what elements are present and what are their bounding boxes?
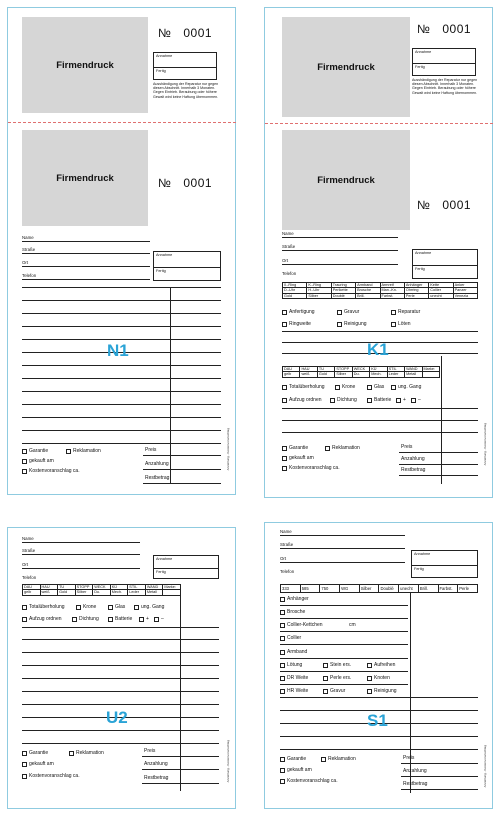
reinigung-checkbox[interactable]: Reinigung	[367, 688, 397, 694]
grid-cell: Panzer	[453, 288, 477, 293]
grid-cell: Marke:	[422, 367, 440, 372]
form-label: S1	[367, 711, 388, 730]
ort-label: Ort	[22, 562, 29, 567]
grid-row	[283, 293, 478, 298]
ringweite-checkbox[interactable]: Ringweite	[282, 321, 311, 327]
annahme-fertig-box: Annahme Fertig	[153, 555, 219, 579]
grid-cell: Armband	[356, 283, 380, 288]
preis-label: Preis	[403, 755, 415, 761]
reklamation-checkbox[interactable]: Reklamation	[66, 448, 101, 454]
annahme-fertig-box: Annahme Fertig	[411, 550, 478, 578]
card-s1	[264, 522, 493, 809]
reparatur-checkbox[interactable]: Reparatur	[391, 309, 420, 315]
anzahlung-label: Anzahlung	[145, 461, 169, 467]
grid-cell: Gold	[317, 372, 334, 377]
grid-cell: unecht	[399, 585, 419, 593]
grid-cell: WECK	[352, 367, 369, 372]
grid-cell: STOPP	[75, 585, 93, 590]
gekauft-checkbox[interactable]: gekauft am	[22, 761, 54, 767]
grid-cell: weiß	[40, 590, 58, 595]
grid-cell: Gold	[283, 293, 307, 298]
metal-grid	[280, 584, 478, 593]
collier-checkbox[interactable]: Collier	[280, 635, 301, 641]
telefon-label: Telefon	[280, 569, 295, 574]
grid-cell: Man.-Kn.	[380, 288, 404, 293]
cm-label: cm	[349, 622, 356, 628]
totalueberholung-checkbox[interactable]: Totalüberholung	[282, 384, 325, 390]
reklamation-checkbox[interactable]: Reklamation	[321, 756, 356, 762]
grid-cell: Leder	[387, 372, 404, 377]
ort-label: Ort	[22, 260, 29, 265]
grid-cell: Perlkette	[331, 288, 355, 293]
perle-ers-checkbox[interactable]: Perle ers.	[323, 675, 351, 681]
garantie-checkbox[interactable]: Garantie	[282, 445, 308, 451]
loetung-checkbox[interactable]: Lötung	[280, 662, 302, 668]
grid-cell: gelb	[283, 372, 300, 377]
grid-cell: K.-Ring	[307, 283, 331, 288]
grid-cell: Brosche	[356, 288, 380, 293]
kostenvoranschlag-checkbox[interactable]: Kostenvoranschlag ca.	[282, 465, 340, 471]
grid-cell: Farbst.	[438, 585, 458, 593]
stein-ers-checkbox[interactable]: Stein ers.	[323, 662, 351, 668]
strasse-label: Straße	[22, 548, 36, 553]
anzahlung-label: Anzahlung	[401, 456, 425, 462]
grid-row	[283, 367, 440, 372]
form-label: N1	[107, 341, 129, 360]
restbetrag-label: Restbetrag	[401, 467, 426, 473]
ort-label: Ort	[282, 258, 289, 263]
receipt-number: № 0001	[158, 26, 213, 40]
grid-cell: 0.-Ring	[283, 283, 307, 288]
grid-cell: Silber	[335, 372, 352, 377]
grid-row	[281, 585, 478, 593]
side-print: Anzahlung - Kostenvoranschlag	[483, 745, 487, 788]
grid-cell: H.-Uhr	[307, 288, 331, 293]
receipt-number: № 0001	[417, 22, 472, 36]
grid-cell: Brill.	[356, 293, 380, 298]
telefon-label: Telefon	[282, 271, 297, 276]
grid-cell: weiß	[300, 372, 317, 377]
grid-cell: D.-Uhr	[283, 288, 307, 293]
watch-grid	[282, 366, 440, 378]
disclaimer-text: Ausshändigung der Reparatur nur gegen diesen Abschnitt. Innerhalb 3 Monaten. Gegen Eintrieb. Beraubung oder höhere Gewalt wird keine Haftung übernommen.	[412, 78, 478, 95]
preis-label: Preis	[145, 447, 157, 453]
grid-cell: Trauring	[331, 283, 355, 288]
grid-cell: unecht	[429, 293, 453, 298]
grid-cell: Anker	[453, 283, 477, 288]
plus-checkbox[interactable]: +	[139, 616, 149, 622]
perforation	[265, 123, 493, 124]
armband-checkbox[interactable]: Armband	[280, 649, 307, 655]
grid-cell: TU	[317, 367, 334, 372]
garantie-checkbox[interactable]: Garantie	[22, 750, 48, 756]
grid-cell: Kette	[429, 283, 453, 288]
kostenvoranschlag-checkbox[interactable]: Kostenvoranschlag ca.	[22, 468, 80, 474]
dr-weite-checkbox[interactable]: DR Weite	[280, 675, 308, 681]
gravur-checkbox[interactable]: Gravur	[337, 309, 359, 315]
anhaenger-checkbox[interactable]: Anhänger	[280, 596, 309, 602]
grid-cell: 333	[281, 585, 301, 593]
reinigung-checkbox[interactable]: Reinigung	[337, 321, 367, 327]
annahme-fertig-box: Annahme Fertig	[153, 52, 217, 80]
grid-cell: Silber	[307, 293, 331, 298]
grid-cell: Mech.	[370, 372, 387, 377]
disclaimer-text: Ausshändigung der Reparatur nur gegen diesen Abschnitt. Innerhalb 3 Monaten. Gegen Eintrieb. Beraubung oder höhere Gewalt wird keine Haftung übernommen.	[153, 82, 219, 99]
grid-cell: DAU	[23, 585, 41, 590]
knoten-checkbox[interactable]: Knoten	[367, 675, 390, 681]
grid-cell: 750	[320, 585, 340, 593]
loeten-checkbox[interactable]: Löten	[391, 321, 411, 327]
grid-cell: KÜ	[370, 367, 387, 372]
grid-cell	[163, 590, 181, 595]
ort-label: Ort	[280, 556, 287, 561]
grid-cell: Venezia	[453, 293, 477, 298]
card-u2	[7, 527, 236, 809]
name-label: Name	[22, 235, 34, 240]
telefon-label: Telefon	[22, 273, 37, 278]
grid-cell: Metall	[405, 372, 422, 377]
kostenvoranschlag-checkbox[interactable]: Kostenvoranschlag ca.	[22, 773, 80, 779]
batterie-checkbox[interactable]: Batterie	[108, 616, 132, 622]
grid-cell: HAU	[300, 367, 317, 372]
grid-cell: Armreif	[380, 283, 404, 288]
strasse-label: Straße	[282, 244, 296, 249]
totalueberholung-checkbox[interactable]: Totalüberholung	[22, 604, 65, 610]
grid-row	[23, 590, 181, 595]
grid-cell: Brill.	[418, 585, 438, 593]
grid-cell: WECK	[93, 585, 111, 590]
anzahlung-label: Anzahlung	[403, 768, 427, 774]
grid-cell	[422, 372, 440, 377]
grid-cell: gelb	[23, 590, 41, 595]
grid-cell: Perle	[458, 585, 478, 593]
receipt-number: № 0001	[417, 198, 472, 212]
reklamation-checkbox[interactable]: Reklamation	[325, 445, 360, 451]
glas-checkbox[interactable]: Glas	[367, 384, 384, 390]
gekauft-checkbox[interactable]: gekauft am	[282, 455, 314, 461]
grid-cell: Farbst.	[380, 293, 404, 298]
grid-cell: Gold	[58, 590, 76, 595]
restbetrag-label: Restbetrag	[403, 781, 428, 787]
grid-cell: Marke:	[163, 585, 181, 590]
dichtung-checkbox[interactable]: Dichtung	[330, 397, 357, 403]
reklamation-checkbox[interactable]: Reklamation	[69, 750, 104, 756]
kostenvoranschlag-checkbox[interactable]: Kostenvoranschlag ca.	[280, 778, 338, 784]
gekauft-checkbox[interactable]: gekauft am	[280, 767, 312, 773]
side-print: Anzahlung - Kostenvoranschlag	[226, 428, 230, 471]
dichtung-checkbox[interactable]: Dichtung	[72, 616, 99, 622]
collier-kettchen-checkbox[interactable]: Collier-Kettchen	[280, 622, 323, 628]
grid-cell: Doublé	[379, 585, 399, 593]
aufzug-checkbox[interactable]: Aufzug ordnen	[22, 616, 62, 622]
brosche-checkbox[interactable]: Brosche	[280, 609, 305, 615]
grid-cell: Leder	[128, 590, 146, 595]
ung-gang-checkbox[interactable]: ung. Gang	[134, 604, 164, 610]
anzahlung-label: Anzahlung	[144, 761, 168, 767]
grid-cell: Mech.	[110, 590, 128, 595]
hr-weite-checkbox[interactable]: HR Weite	[280, 688, 308, 694]
grid-cell: Doublé	[331, 293, 355, 298]
grid-cell: Collier	[429, 288, 453, 293]
gravur-checkbox[interactable]: Gravur	[323, 688, 345, 694]
minus-checkbox[interactable]: –	[154, 616, 164, 622]
aufreihen-checkbox[interactable]: Aufreihen	[367, 662, 395, 668]
grid-cell: Perle	[404, 293, 428, 298]
garantie-checkbox[interactable]: Garantie	[280, 756, 306, 762]
grid-cell: WAND	[405, 367, 422, 372]
glas-checkbox[interactable]: Glas	[108, 604, 125, 610]
garantie-checkbox[interactable]: Garantie	[22, 448, 48, 454]
batterie-checkbox[interactable]: Batterie	[367, 397, 391, 403]
grid-cell: Silber	[75, 590, 93, 595]
firmendruck-box: Firmendruck	[22, 17, 148, 113]
perforation	[8, 122, 236, 123]
side-print: Anzahlung - Kostenvoranschlag	[226, 740, 230, 783]
grid-cell: WG	[340, 585, 360, 593]
grid-cell: 585	[300, 585, 320, 593]
restbetrag-label: Restbetrag	[145, 475, 170, 481]
grid-cell: KÜ	[110, 585, 128, 590]
anfertigung-checkbox[interactable]: Anfertigung	[282, 309, 315, 315]
material-grid	[282, 282, 478, 299]
name-label: Name	[280, 529, 292, 534]
grid-cell: Anhänger	[404, 283, 428, 288]
restbetrag-label: Restbetrag	[144, 775, 169, 781]
grid-cell: Metall	[145, 590, 163, 595]
form-label: U2	[106, 708, 128, 727]
annahme-fertig-box: Annahme Fertig	[412, 249, 478, 279]
receipt-number: № 0001	[158, 176, 213, 190]
gekauft-checkbox[interactable]: gekauft am	[22, 458, 54, 464]
strasse-label: Straße	[280, 542, 294, 547]
name-label: Name	[22, 536, 34, 541]
grid-row	[283, 372, 440, 377]
card-n1	[7, 7, 236, 495]
annahme-fertig-box: Annahme Fertig	[153, 251, 221, 281]
grid-cell: STOPP	[335, 367, 352, 372]
grid-cell: Ohrring	[404, 288, 428, 293]
grid-cell: STIL	[128, 585, 146, 590]
watch-grid	[22, 584, 181, 596]
strasse-label: Straße	[22, 247, 36, 252]
preis-label: Preis	[401, 444, 413, 450]
ung-gang-checkbox[interactable]: ung. Gang	[391, 384, 421, 390]
grid-cell: Du.	[352, 372, 369, 377]
name-label: Name	[282, 231, 294, 236]
grid-row	[23, 585, 181, 590]
grid-cell: DAU	[283, 367, 300, 372]
annahme-fertig-box: Annahme Fertig	[412, 48, 476, 76]
firmendruck-box: Firmendruck	[282, 17, 410, 117]
krone-checkbox[interactable]: Krone	[335, 384, 355, 390]
plus-checkbox[interactable]: +	[396, 397, 406, 403]
firmendruck-box: Firmendruck	[22, 130, 148, 226]
grid-cell: HAU	[40, 585, 58, 590]
grid-cell: Du.	[93, 590, 111, 595]
aufzug-checkbox[interactable]: Aufzug ordnen	[282, 397, 322, 403]
side-print: Anzahlung - Kostenvoranschlag	[483, 423, 487, 466]
krone-checkbox[interactable]: Krone	[76, 604, 96, 610]
form-label: K1	[367, 340, 389, 359]
grid-cell: TU	[58, 585, 76, 590]
telefon-label: Telefon	[22, 575, 37, 580]
grid-cell: WAND	[145, 585, 163, 590]
grid-cell: STIL	[387, 367, 404, 372]
minus-checkbox[interactable]: –	[411, 397, 421, 403]
grid-cell: Silber	[359, 585, 379, 593]
card-k1	[264, 7, 493, 498]
firmendruck-box: Firmendruck	[282, 130, 410, 230]
preis-label: Preis	[144, 748, 156, 754]
